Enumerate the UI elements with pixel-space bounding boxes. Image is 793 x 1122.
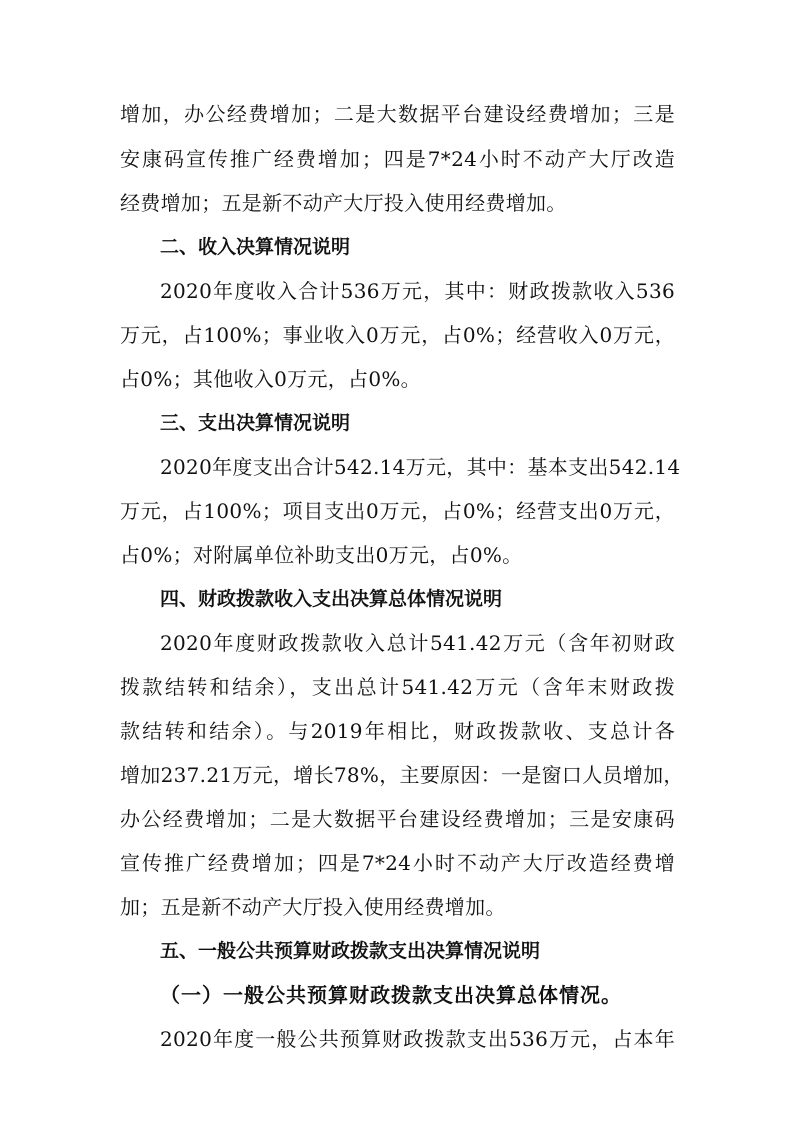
paragraph-line: 占0%；其他收入0万元，占0%。 xyxy=(120,367,421,391)
paragraph-line: 加；五是新不动产大厅投入使用经费增加。 xyxy=(120,895,506,919)
section-heading-general-budget: 五、一般公共预算财政拨款支出决算情况说明 xyxy=(160,940,541,962)
paragraph-line: 宣传推广经费增加；四是7*24小时不动产大厅改造经费增 xyxy=(120,851,675,875)
paragraph-line: 万元，占100%；事业收入0万元，占0%；经营收入0万元， xyxy=(120,323,675,347)
paragraph-line: 增加237.21万元，增长78%，主要原因：一是窗口人员增加， xyxy=(120,763,684,787)
paragraph-line: 办公经费增加；二是大数据平台建设经费增加；三是安康码 xyxy=(120,807,675,831)
paragraph-line: 款结转和结余）。与2019年相比，财政拨款收、支总计各 xyxy=(120,719,675,743)
paragraph-line: 经费增加；五是新不动产大厅投入使用经费增加。 xyxy=(120,191,567,215)
paragraph-line: 2020年度支出合计542.14万元，其中：基本支出542.14 xyxy=(160,455,681,479)
paragraph-line: 万元，占100%；项目支出0万元，占0%；经营支出0万元， xyxy=(120,499,675,523)
subsection-heading: （一）一般公共预算财政拨款支出决算总体情况。 xyxy=(160,983,622,1007)
section-heading-fiscal-appropriation: 四、财政拨款收入支出决算总体情况说明 xyxy=(160,588,503,610)
paragraph-line: 增加，办公经费增加；二是大数据平台建设经费增加；三是 xyxy=(120,102,675,126)
paragraph-line: 2020年度一般公共预算财政拨款支出536万元，占本年 xyxy=(160,1027,675,1051)
paragraph-line: 占0%；对附属单位补助支出0万元，占0%。 xyxy=(120,543,523,567)
paragraph-line: 拨款结转和结余），支出总计541.42万元（含年末财政拨 xyxy=(120,675,675,699)
section-heading-expenditure: 三、支出决算情况说明 xyxy=(160,412,351,434)
paragraph-line: 2020年度收入合计536万元，其中：财政拨款收入536 xyxy=(160,279,675,303)
section-heading-income: 二、收入决算情况说明 xyxy=(160,236,351,258)
paragraph-line: 2020年度财政拨款收入总计541.42万元（含年初财政 xyxy=(160,631,675,655)
paragraph-line: 安康码宣传推广经费增加；四是7*24小时不动产大厅改造 xyxy=(120,147,675,171)
